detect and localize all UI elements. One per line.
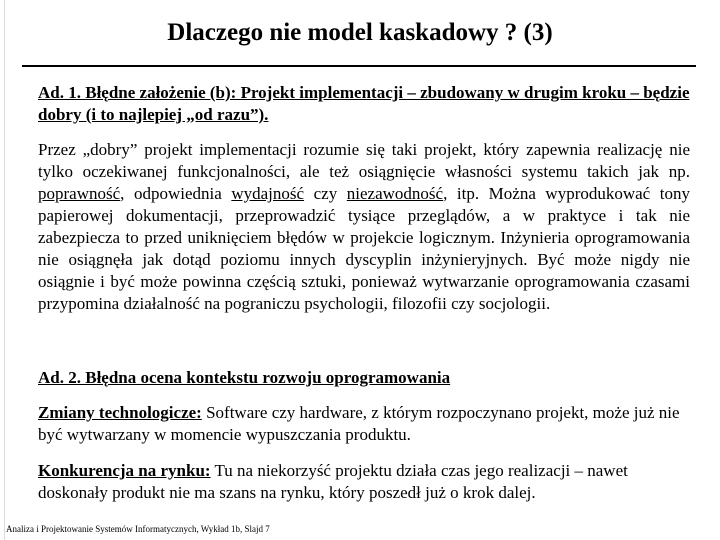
item-text: Tu na niekorzyść projektu działa czas jego realizacji – nawet doskonały produkt nie ma szans na rynku, który poszedł już o krok dalej. — [38, 461, 628, 502]
paragraph-text: czy — [304, 184, 347, 203]
slide-edge — [4, 0, 5, 540]
paragraph-text: , odpowiednia — [120, 184, 232, 203]
item-label: Zmiany technologicze: — [38, 403, 202, 422]
item-technology-changes — [38, 402, 690, 446]
title-divider — [22, 65, 696, 67]
paragraph-implementation-design — [38, 139, 690, 315]
term-correctness: poprawność — [38, 184, 121, 203]
paragraph-text: , itp. Można wyprodukować tony papierowej dokumentacji, przeprowadzić tysiące przeglądów, a w praktyce i tak nie zabezpiecza to przed uniknięciem błędów w projekcie logicznym. Inżynieria oprogramowania nie osiągnęła jak dotąd poziomu innych dyscyplin inżynieryjnych. Być może nigdy nie osiągnie i być może powinna częścią sztuki, ponieważ wytwarzanie oprogramowania czasami przypomina działalność na pograniczu psychologii, filozofii czy socjologii. — [38, 184, 691, 313]
item-label: Konkurencja na rynku: — [38, 461, 211, 480]
paragraph-text: Przez „dobry” projekt implementacji rozumie się taki projekt, który zapewnia realizację nie tylko oczekiwanej funkcjonalności, ale też osiągnięcie własności systemu takich jak np. — [38, 140, 690, 181]
term-performance: wydajność — [231, 184, 305, 203]
section-heading-1: Ad. 1. Błędne założenie (b): Projekt implementacji – zbudowany w drugim kroku – będzie dobry (i to najlepiej „od razu”). — [38, 83, 690, 124]
slide-title: Dlaczego nie model kaskadowy ? (3) — [167, 19, 553, 46]
section-heading-2: Ad. 2. Błędna ocena kontekstu rozwoju oprogramowania — [38, 368, 451, 387]
slide-footer: Analiza i Projektowanie Systemów Informatycznych, Wykład 1b, Slajd 7 — [6, 524, 270, 534]
term-reliability: niezawodność — [346, 184, 444, 203]
item-market-competition — [38, 460, 690, 504]
item-text: Software czy hardware, z którym rozpoczynano projekt, może już nie być wytwarzany w momencie wypuszczania produktu. — [38, 403, 680, 444]
